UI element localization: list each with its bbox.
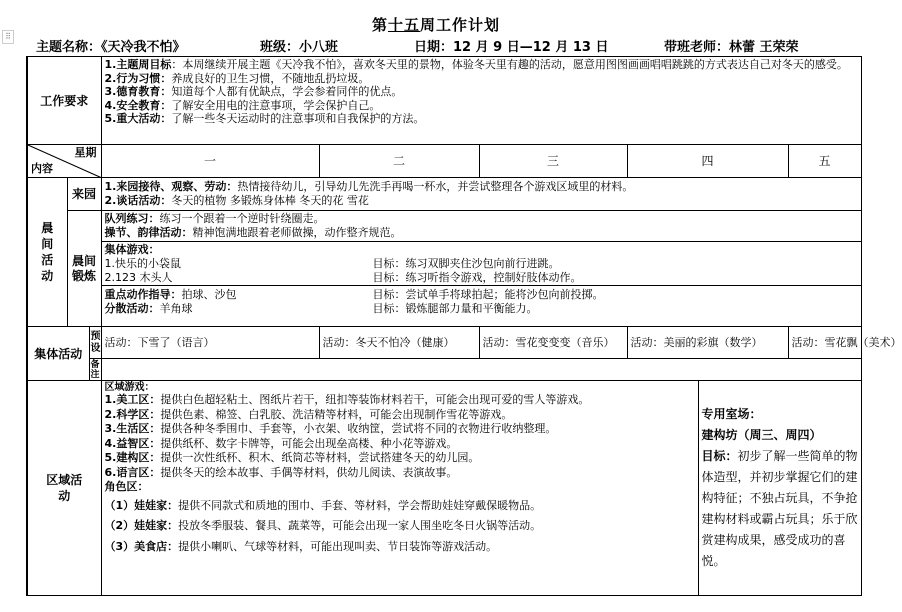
corner-week-label: 星期 (74, 146, 97, 159)
date-range: 日期：12 月 9 日—12 月 13 日 (414, 40, 609, 55)
work-requirements-label: 工作要求 (27, 57, 101, 145)
day-header-wed: 三 (479, 145, 627, 178)
focus-block (102, 286, 861, 318)
preset-label: 预设 (89, 327, 101, 359)
week-header-row (27, 145, 861, 178)
queue-practice: 队列练习：练习一个跟着一个逆时针绕圈走。 (104, 212, 325, 225)
plan-table (26, 56, 902, 596)
focus-guidance: 重点动作指导：拍球、沙包 目标：尝试单手将球拍起；能将沙包向前投掷。 (104, 288, 604, 301)
role-item: （1）娃娃家：提供不同款式和质地的围巾、手套、等材料，学会帮助娃娃穿戴保暖物品。 (104, 498, 542, 512)
group-games-block (102, 242, 861, 286)
group-activity-label: 集体活动 (27, 327, 89, 381)
remark-content[interactable] (101, 359, 861, 381)
title-week: 十五 (387, 16, 420, 34)
role-area-title: 角色区： (104, 480, 149, 493)
role-item: （2）娃娃家：投放冬季服装、餐具、蔬菜等，可能会出现一家人围坐吃冬日火锅等活动。 (104, 519, 542, 532)
day-header-fri: 五 (788, 145, 861, 178)
arrival-line: 1.来园接待、观察、劳动：热情接待幼儿，引导幼儿先洗手再喝一杯水，并尝试整理各个游戏区域里的材料。 (104, 180, 634, 193)
area-games-content (101, 381, 698, 596)
exercise-drill-block (102, 211, 861, 242)
remark-label: 备注 (90, 359, 100, 380)
theme-name: 主题名称：《天冷我不怕》 (36, 40, 186, 55)
group-games-title: 集体游戏： (104, 243, 160, 256)
rhythm-activity: 操节、韵律活动：精神饱满地跟着老师做操，动作整齐规范。 (104, 226, 402, 239)
meta-row (0, 36, 872, 56)
area-item: 3.生活区：提供各种冬季围巾、手套等，小衣架、收纳筐，尝试将不同的衣物进行收纳整理。 (104, 422, 557, 435)
group-activity-preset-row (27, 327, 861, 359)
class-name: 班级：小八班 (260, 40, 339, 55)
area-activity-row (27, 381, 861, 596)
title-prefix: 第 (371, 16, 388, 34)
day-header-tue: 二 (319, 145, 479, 178)
area-item: 1.美工区：提供白色超轻粘土、图纸片若干，纽扣等装饰材料若干，可能会出现可爱的雪人等游戏。 (104, 393, 590, 406)
activity-wed: 活动：雪花变变变（音乐） (479, 327, 627, 359)
special-room-name: 建构坊（周三、周四） (701, 428, 822, 442)
area-item: 4.益智区：提供纸杯、数字卡牌等，可能会出现垒高楼、种小花等游戏。 (104, 436, 458, 450)
morning-activity-label: 晨间活动 (27, 178, 67, 327)
group-game-item: 1.快乐的小袋鼠 目标：练习双脚夹住沙包向前行进跳。 (104, 257, 560, 270)
special-room-content (698, 381, 861, 596)
day-header-mon: 一 (101, 145, 319, 178)
exercise-content (101, 211, 861, 327)
day-header-thu: 四 (627, 145, 788, 178)
activity-thu: 活动：美丽的彩旗（数学） (627, 327, 788, 359)
group-activity-remark-row (27, 359, 861, 381)
role-item: （3）美食店：提供小喇叭、气球等材料，可能出现叫卖、节日装饰等游戏活动。 (104, 539, 498, 553)
title-suffix: 周工作计划 (420, 16, 501, 34)
work-requirements-content (101, 57, 861, 145)
table-move-handle-icon[interactable]: ⠿ (2, 30, 14, 44)
requirement-item: 3.德育教育：知道每个人都有优缺点，学会参着同伴的优点。 (104, 85, 403, 98)
area-item: 2.科学区：提供色素、棉签、白乳胶、洗洁精等材料，可能会出现制作雪花等游戏。 (104, 407, 513, 421)
teachers: 带班老师：林蕾 王荣荣 (664, 40, 799, 55)
activity-tue: 活动：冬天不怕冷（健康） (319, 327, 479, 359)
area-item: 6.语言区：提供冬天的绘本故事、手偶等材料，供幼儿阅读、表演故事。 (104, 465, 458, 479)
arrival-content (101, 178, 861, 211)
requirement-item: 5.重大活动：了解一些冬天运动时的注意事项和自我保护的方法。 (104, 112, 425, 125)
work-requirements-row (27, 57, 861, 145)
requirement-item: 1.主题周目标：本周继续开展主题《天冷我不怕》，喜欢冬天里的景物，体验冬天里有趣的活动，愿意用图图画画唱唱跳跳的方式表达自己对冬天的感受。 (104, 58, 848, 71)
area-activity-label: 区域活动 (27, 381, 101, 596)
arrival-label: 来园 (67, 178, 101, 211)
area-games-title: 区域游戏： (104, 382, 155, 393)
area-item: 5.建构区：提供一次性纸杯、积木、纸筒芯等材料，尝试搭建冬天的幼儿园。 (104, 451, 480, 464)
page-title (0, 14, 872, 35)
week-corner-cell (27, 145, 101, 178)
activity-mon: 活动：下雪了（语言） (101, 327, 319, 359)
corner-content-label: 内容 (31, 162, 53, 175)
activity-fri: 活动：雪花飘（美术） (788, 327, 861, 359)
arrival-line: 2.谈话活动：冬天的植物 多锻炼身体棒 冬天的花 雪花 (104, 194, 369, 207)
requirement-item: 2.行为习惯：养成良好的卫生习惯，不随地乱扔垃圾。 (104, 71, 370, 85)
requirement-item: 4.安全教育：了解安全用电的注意事项，学会保护自己。 (104, 98, 381, 112)
morning-exercise-row (27, 211, 861, 327)
morning-arrival-row (27, 178, 861, 211)
special-room-title: 专用室场： (701, 407, 762, 421)
special-room-goal: 目标：初步了解一些简单的物体造型，并初步掌握它们的建构特征；不独占玩具，不争抢建构材料或霸占玩具；乐于欣赏建构成果，感受成功的喜悦。 (701, 449, 858, 568)
exercise-label: 晨间锻炼 (67, 211, 101, 327)
group-game-item: 2.123 木头人 目标：练习听指令游戏，控制好肢体动作。 (104, 271, 582, 284)
free-activity: 分散活动：羊角球 目标：锻炼腿部力量和平衡能力。 (104, 302, 538, 315)
